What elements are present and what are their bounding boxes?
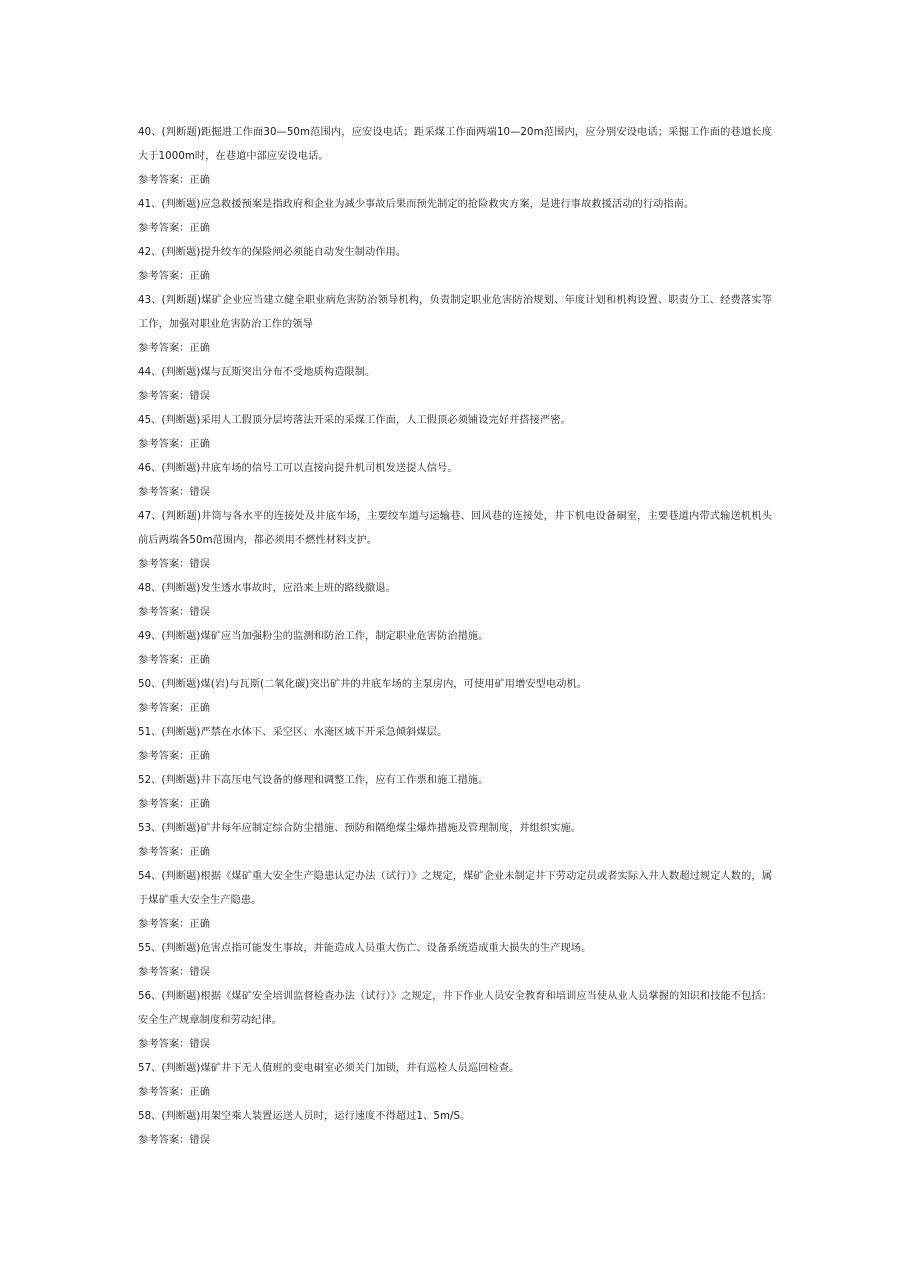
question-text: 50、(判断题)煤(岩)与瓦斯(二氧化碳)突出矿井的井底车场的主泵房内，可使用矿用增安型电动机。 [138, 679, 588, 690]
question-47 [138, 505, 772, 577]
question-45 [138, 409, 772, 457]
question-58 [138, 1105, 772, 1153]
answer-text: 参考答案：正确 [138, 703, 211, 714]
question-48 [138, 577, 772, 625]
question-42 [138, 241, 772, 289]
answer-text: 参考答案：正确 [138, 799, 211, 810]
document-page [138, 121, 772, 1153]
question-text: 49、(判断题)煤矿应当加强粉尘的监测和防治工作，制定职业危害防治措施。 [138, 631, 489, 642]
question-text: 45、(判断题)采用人工假顶分层垮落法开采的采煤工作面，人工假顶必须铺设完好并搭接严密。 [138, 415, 571, 426]
question-57 [138, 1057, 772, 1105]
question-53 [138, 817, 772, 865]
question-40 [138, 121, 772, 193]
question-56 [138, 985, 772, 1057]
question-text: 57、(判断题)煤矿井下无人值班的变电硐室必须关门加锁，并有巡检人员巡回检查。 [138, 1063, 520, 1074]
answer-text: 参考答案：正确 [138, 1087, 211, 1098]
question-text: 52、(判断题)井下高压电气设备的修理和调整工作，应有工作票和施工措施。 [138, 775, 489, 786]
question-text: 58、(判断题)用架空乘人装置运送人员时，运行速度不得超过1、5m/S。 [138, 1111, 471, 1122]
question-text: 54、(判断题)根据《煤矿重大安全生产隐患认定办法（试行）》之规定，煤矿企业未制定井下劳动定员或者实际入井人数超过规定人数的，属于煤矿重大安全生产隐患。 [138, 871, 772, 906]
answer-text: 参考答案：正确 [138, 751, 211, 762]
question-51 [138, 721, 772, 769]
question-46 [138, 457, 772, 505]
question-52 [138, 769, 772, 817]
question-text: 44、(判断题)煤与瓦斯突出分布不受地质构造限制。 [138, 367, 376, 378]
question-text: 53、(判断题)矿井每年应制定综合防尘措施、预防和隔绝煤尘爆炸措施及管理制度，并组织实施。 [138, 823, 582, 834]
answer-text: 参考答案：正确 [138, 919, 211, 930]
question-43 [138, 289, 772, 361]
answer-text: 参考答案：正确 [138, 271, 211, 282]
answer-text: 参考答案：正确 [138, 175, 211, 186]
question-50 [138, 673, 772, 721]
answer-text: 参考答案：错误 [138, 1039, 211, 1050]
answer-text: 参考答案：错误 [138, 559, 211, 570]
question-text: 40、(判断题)距掘进工作面30—50m范围内，应安设电话；距采煤工作面两端10—20m范围内，应分别安设电话；采掘工作面的巷道长度大于1000m时，在巷道中部应安设电话。 [138, 127, 772, 162]
answer-text: 参考答案：错误 [138, 1135, 211, 1146]
answer-text: 参考答案：正确 [138, 847, 211, 858]
answer-text: 参考答案：正确 [138, 223, 211, 234]
question-44 [138, 361, 772, 409]
question-55 [138, 937, 772, 985]
question-text: 46、(判断题)井底车场的信号工可以直接向提升机司机发送提人信号。 [138, 463, 458, 474]
answer-text: 参考答案：错误 [138, 487, 211, 498]
question-text: 56、(判断题)根据《煤矿安全培训监督检查办法（试行）》之规定，井下作业人员安全教育和培训应当使从业人员掌握的知识和技能不包括：安全生产规章制度和劳动纪律。 [138, 991, 772, 1026]
question-text: 55、(判断题)危害点指可能发生事故，并能造成人员重大伤亡、设备系统造成重大损失的生产现场。 [138, 943, 592, 954]
question-54 [138, 865, 772, 937]
answer-text: 参考答案：错误 [138, 967, 211, 978]
question-text: 48、(判断题)发生透水事故时，应沿来上班的路线撤退。 [138, 583, 396, 594]
answer-text: 参考答案：错误 [138, 391, 211, 402]
question-41 [138, 193, 772, 241]
question-text: 41、(判断题)应急救援预案是指政府和企业为减少事故后果而预先制定的抢险救灾方案，是进行事故救援活动的行动指南。 [138, 199, 695, 210]
question-text: 43、(判断题)煤矿企业应当建立健全职业病危害防治领导机构，负责制定职业危害防治规划、年度计划和机构设置、职责分工、经费落实等工作，加强对职业危害防治工作的领导 [138, 295, 772, 330]
answer-text: 参考答案：正确 [138, 655, 211, 666]
question-text: 42、(判断题)提升绞车的保险闸必须能自动发生制动作用。 [138, 247, 407, 258]
question-text: 47、(判断题)井筒与各水平的连接处及井底车场，主要绞车道与运输巷、回风巷的连接处，井下机电设备硐室，主要巷道内带式输送机机头前后两端各50m范围内，都必须用不燃性材料支护。 [138, 511, 772, 546]
question-text: 51、(判断题)严禁在水体下、采空区、水淹区域下开采急倾斜煤层。 [138, 727, 448, 738]
question-49 [138, 625, 772, 673]
answer-text: 参考答案：正确 [138, 343, 211, 354]
answer-text: 参考答案：正确 [138, 439, 211, 450]
answer-text: 参考答案：错误 [138, 607, 211, 618]
